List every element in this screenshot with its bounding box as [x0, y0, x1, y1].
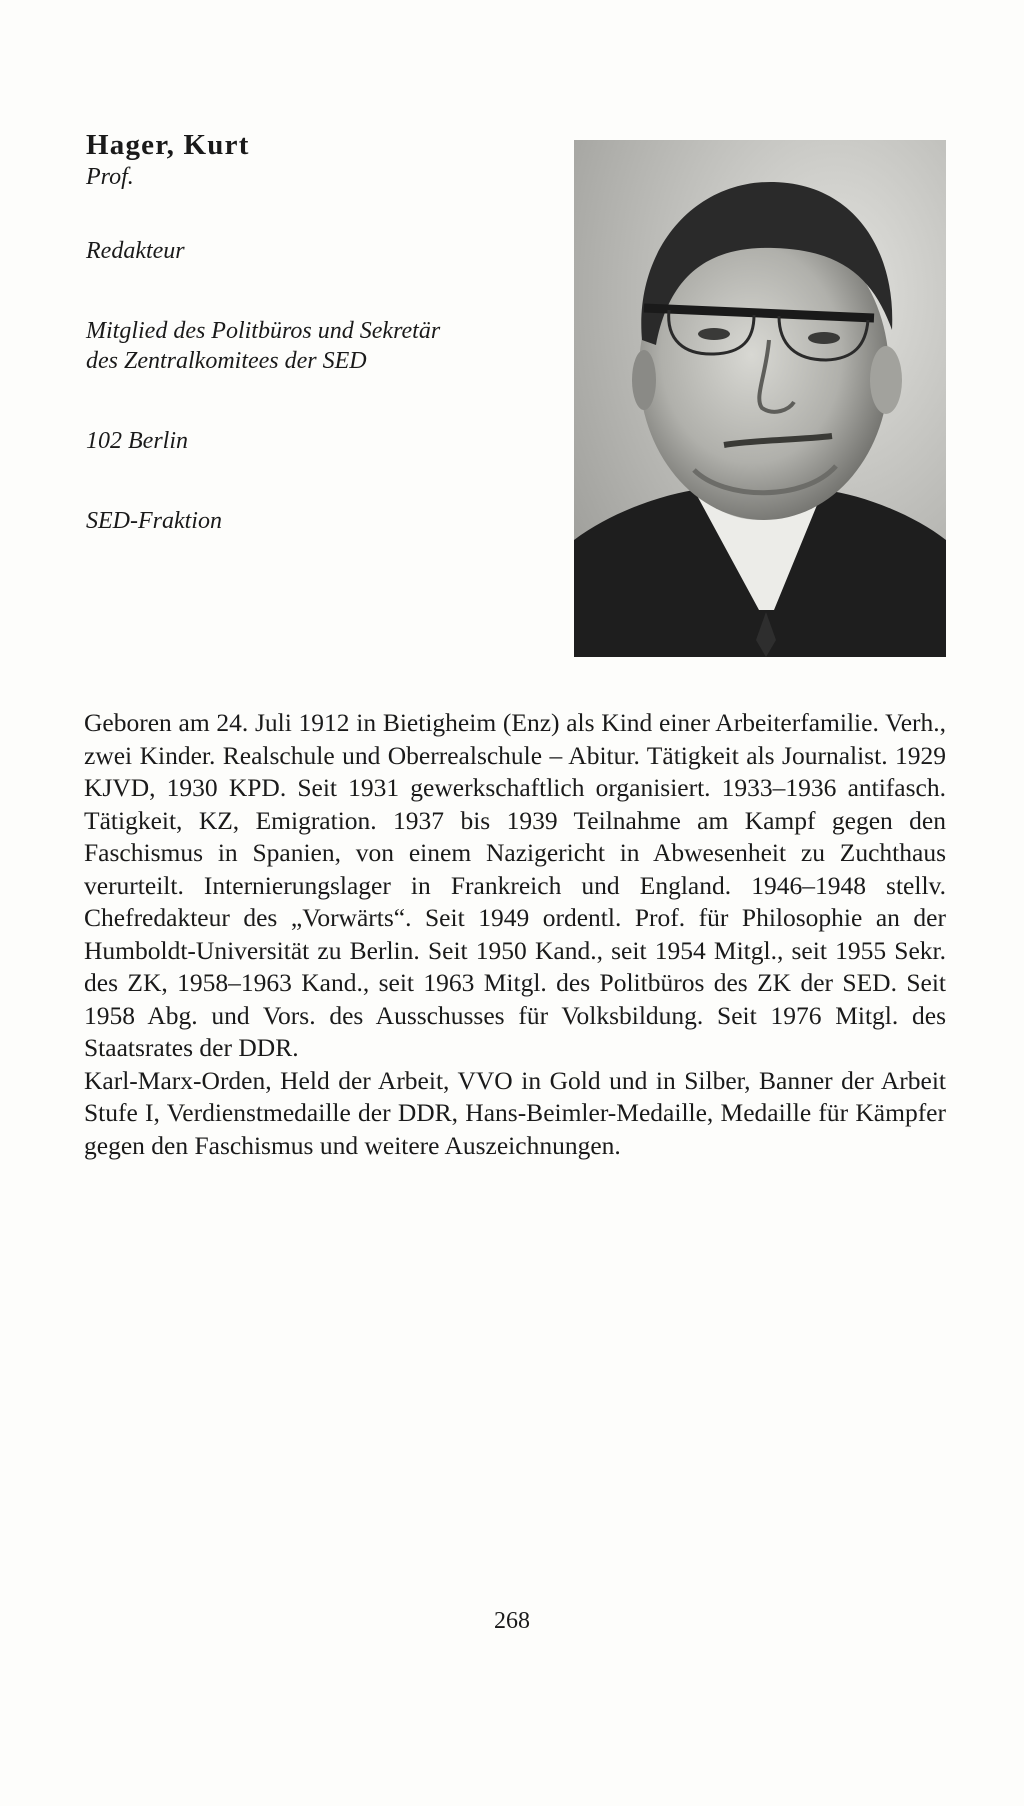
- entry-name: Hager, Kurt: [86, 129, 250, 161]
- ear-shape: [870, 346, 902, 414]
- ear-left-shape: [632, 350, 656, 410]
- biography-paragraph-1: Geboren am 24. Juli 1912 in Bietigheim (Enz) als Kind einer Arbeiterfamilie. Verh., zwei Kinder. Realschule und Oberrealschule – Abitur. Tätigkeit als Journalist. 1929 KJVD, 1930 KPD. Seit 1931 gewerkschaftlich organisiert. 1933–1936 antifasch. Tätigkeit, KZ, Emigration. 1937 bis 1939 Teilnahme am Kampf gegen den Faschismus in Spanien, von einem Nazigericht in Abwesenheit zu Zuchthaus verurteilt. Internierungslager in Frankreich und England. 1946–1948 stellv. Chefredakteur des „Vorwärts“. Seit 1949 ordentl. Prof. für Philosophie an der Humboldt-Universität zu Berlin. Seit 1950 Kand., seit 1954 Mitgl., seit 1955 Sekr. des ZK, 1958–1963 Kand., seit 1963 Mitgl. des Politbüros des ZK der SED. Seit 1958 Abg. und Vors. des Ausschusses für Volksbildung. Seit 1976 Mitgl. des Staatsrates der DDR.: [84, 708, 946, 1062]
- entry-function-line1: Mitglied des Politbüros und Sekretär: [86, 318, 441, 344]
- biography: [84, 707, 946, 1162]
- entry-occupation: Redakteur: [86, 238, 185, 264]
- biography-paragraph-2: Karl-Marx-Orden, Held der Arbeit, VVO in Gold und in Silber, Banner der Arbeit Stufe I, Verdienstmedaille der DDR, Hans-Beimler-Medaille, Medaille für Kämpfer gegen den Faschismus und weitere Auszeichnungen.: [84, 1065, 946, 1160]
- entry-function-line2: des Zentralkomitees der SED: [86, 348, 367, 374]
- eye-left: [698, 328, 730, 340]
- page-number: 268: [494, 1608, 530, 1634]
- entry-faction: SED-Fraktion: [86, 508, 222, 534]
- portrait-photo: [574, 140, 946, 657]
- entry-header: [86, 128, 546, 536]
- entry-location: 102 Berlin: [86, 428, 188, 454]
- entry-title: Prof.: [86, 164, 134, 190]
- eye-right: [808, 332, 840, 344]
- entry-function: [86, 316, 546, 376]
- portrait-illustration: [574, 140, 946, 657]
